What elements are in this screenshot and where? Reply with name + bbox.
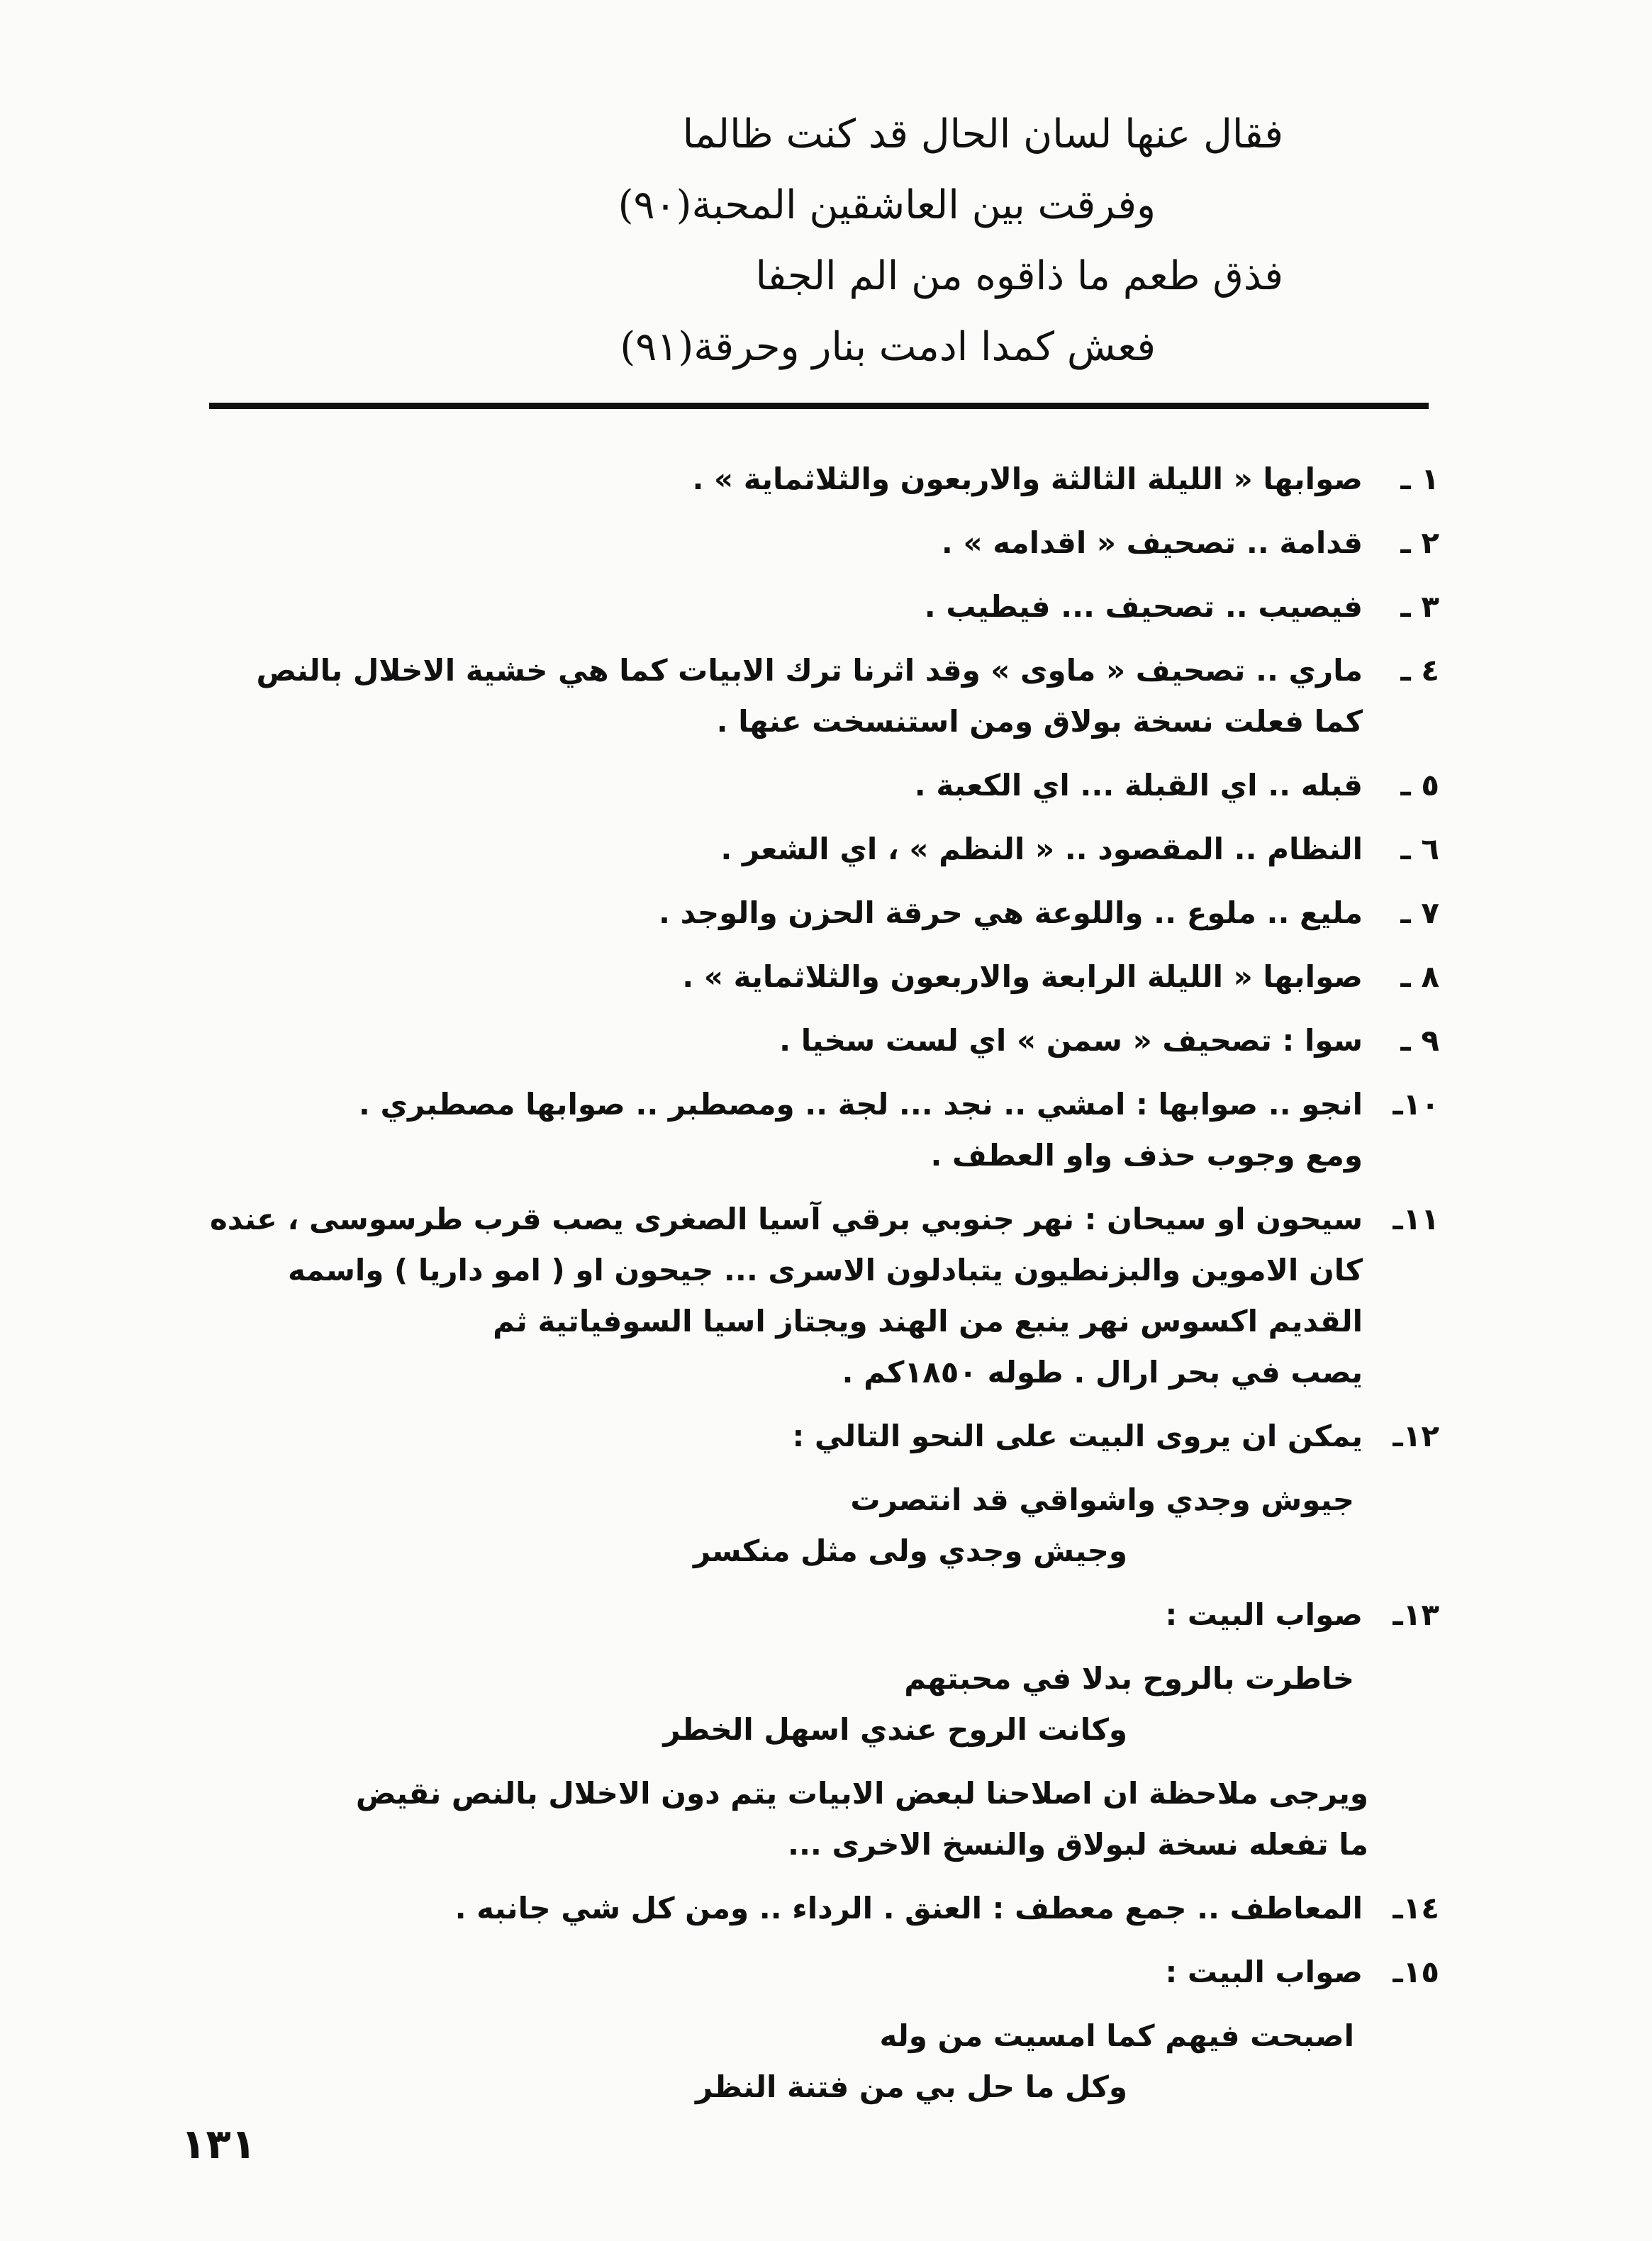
verse-hemistich-2: وجيش وجدي ولى مثل منكسر [693,1533,1127,1568]
footnote-12-verse [206,1475,1439,1577]
editorial-remark [206,1768,1439,1870]
footnote-13 [206,1589,1439,1641]
footnote-text: كما فعلت نسخة بولاق ومن استنسخت عنها . [716,704,1363,739]
footnote-number: ١٣ـ [1393,1597,1439,1632]
footnote-12 [206,1411,1439,1462]
footnote-15-verse [206,2011,1439,2113]
footnote-15 [206,1947,1439,1998]
footnote-number: ٧ ـ [1400,895,1439,930]
footnote-number: ١٥ـ [1393,1955,1439,1989]
footnote-text: ماري .. تصحيف « ماوى » وقد اثرنا ترك الابيات كما هي خشية الاخلال بالنص [256,653,1363,688]
footnote-text: سيحون او سيحان : نهر جنوبي برقي آسيا الصغرى يصب قرب طرسوسى ، عنده [209,1202,1363,1236]
footnote-text: قبله .. اي القبلة ... اي الكعبة . [914,768,1363,803]
verse-hemistich-1: خاطرت بالروح بدلا في محبتهم [904,1661,1354,1696]
remark-line: ويرجى ملاحظة ان اصلاحنا لبعض الابيات يتم دون الاخلال بالنص نقيض [355,1776,1368,1811]
verse-hemistich-1: جيوش وجدي واشواقي قد انتصرت [850,1482,1354,1517]
footnote-14 [206,1883,1439,1934]
poem-verse-1-hemistich-1: فقال عنها لسان الحال قد كنت ظالما [682,111,1283,157]
footnote-5 [206,760,1439,811]
footnote-8 [206,951,1439,1002]
footnote-number: ١٠ـ [1393,1087,1439,1122]
footnote-13-verse [206,1653,1439,1755]
footnote-text: المعاطف .. جمع معطف : العنق . الرداء .. ومن كل شي جانبه . [454,1891,1363,1926]
footnote-number: ٨ ـ [1400,959,1439,994]
footnote-4 [206,645,1439,747]
footnote-text: ومع وجوب حذف واو العطف . [930,1138,1363,1173]
footnote-11 [206,1194,1439,1398]
footnote-9 [206,1015,1439,1066]
footnote-text: صوابها « الليلة الرابعة والاربعون والثلاثماية » . [682,959,1363,994]
footnote-text: صوابها « الليلة الثالثة والاربعون والثلاثماية » . [692,462,1363,496]
footnotes [206,454,1439,2125]
footnote-number: ١ ـ [1400,462,1439,496]
footnote-text: سوا : تصحيف « سمن » اي لست سخيا . [779,1023,1363,1058]
footnote-1 [206,454,1439,505]
footnote-text: قدامة .. تصحيف « اقدامه » . [941,525,1363,560]
footnote-text: صواب البيت : [1165,1955,1363,1989]
footnote-number: ٦ ـ [1400,832,1439,866]
poem-verse-2-hemistich-2: فعش كمدا ادمت بنار وحرقة(٩١) [620,324,1156,370]
footnote-text: كان الاموين والبزنطيون يتبادلون الاسرى ... جيحون او ( امو داريا ) واسمه [287,1253,1363,1287]
verse-hemistich-1: اصبحت فيهم كما امسيت من وله [879,2018,1354,2053]
footnote-text: انجو .. صوابها : امشي .. نجد ... لجة .. ومصطبر .. صوابها مصطبري . [358,1087,1363,1122]
footnote-text: فيصيب .. تصحيف ... فيطيب . [924,589,1363,624]
footnote-number: ٤ ـ [1400,653,1439,688]
remark-line: ما تفعله نسخة لبولاق والنسخ الاخرى ... [788,1827,1368,1862]
footnote-2 [206,518,1439,569]
footnote-text: يمكن ان يروى البيت على النحو التالي : [792,1419,1363,1453]
footnote-number: ١٢ـ [1393,1419,1439,1453]
footnote-text: القديم اكسوس نهر ينبع من الهند ويجتاز اسيا السوفياتية ثم [493,1304,1363,1339]
footnote-number: ٥ ـ [1400,768,1439,803]
footnote-7 [206,888,1439,939]
footnote-3 [206,581,1439,632]
footnote-text: يصب في بحر ارال . طوله ١٨٥٠كم . [842,1355,1363,1390]
footnote-text: مليع .. ملوع .. واللوعة هي حرقة الحزن والوجد . [659,895,1363,930]
footnote-text: صواب البيت : [1165,1597,1363,1632]
footnote-number: ٣ ـ [1400,589,1439,624]
footnote-number: ١١ـ [1393,1202,1439,1236]
poem-verse-1 [291,99,1283,241]
footnote-number: ٩ ـ [1400,1023,1439,1058]
footnote-divider [209,403,1429,409]
footnote-number: ١٤ـ [1393,1891,1439,1926]
footnote-number: ٢ ـ [1400,525,1439,560]
footnote-6 [206,824,1439,875]
poem [291,99,1283,383]
page-number: ١٣١ [181,2120,257,2168]
poem-verse-2-hemistich-1: فذق طعم ما ذاقوه من الم الجفا [755,253,1283,299]
verse-hemistich-2: وكل ما حل بي من فتنة النظر [696,2069,1127,2104]
footnote-10 [206,1079,1439,1181]
footnote-text: النظام .. المقصود .. « النظم » ، اي الشعر . [720,832,1363,866]
poem-verse-2 [291,241,1283,383]
poem-verse-1-hemistich-2: وفرقت بين العاشقين المحبة(٩٠) [618,182,1156,228]
verse-hemistich-2: وكانت الروح عندي اسهل الخطر [663,1712,1127,1747]
